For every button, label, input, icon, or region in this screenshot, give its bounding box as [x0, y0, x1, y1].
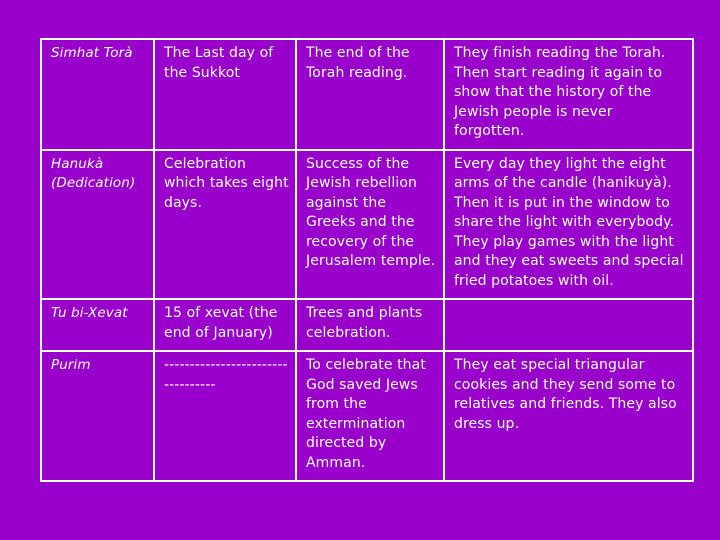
holiday-meaning-cell: Trees and plants celebration.	[296, 299, 444, 351]
holiday-date-cell: Celebration which takes eight days.	[154, 150, 296, 300]
holiday-customs-cell	[444, 299, 693, 351]
holiday-name-cell: Hanukà (Dedication)	[41, 150, 154, 300]
jewish-holidays-table	[40, 38, 694, 482]
holiday-name-cell: Purim	[41, 351, 154, 481]
holiday-meaning-cell: The end of the Torah reading.	[296, 39, 444, 150]
table-row	[41, 150, 693, 300]
table-row	[41, 351, 693, 481]
holiday-meaning-cell: To celebrate that God saved Jews from the extermination directed by Amman.	[296, 351, 444, 481]
holiday-name-cell: Tu bi-Xevat	[41, 299, 154, 351]
holiday-customs-cell: Every day they light the eight arms of the candle (hanikuyà). Then it is put in the window to share the light with everybody. They play games with the light and they eat sweets and special fried potatoes with oil.	[444, 150, 693, 300]
holiday-name-cell: Simhat Torà	[41, 39, 154, 150]
table-row	[41, 39, 693, 150]
holiday-meaning-cell: Success of the Jewish rebellion against the Greeks and the recovery of the Jerusalem temple.	[296, 150, 444, 300]
holiday-date-cell: The Last day of the Sukkot	[154, 39, 296, 150]
holiday-date-cell: 15 of xevat (the end of January)	[154, 299, 296, 351]
table-row	[41, 299, 693, 351]
holiday-date-cell: ----------------------------------	[154, 351, 296, 481]
holiday-customs-cell: They eat special triangular cookies and they send some to relatives and friends. They also dress up.	[444, 351, 693, 481]
holiday-customs-cell: They finish reading the Torah. Then start reading it again to show that the history of the Jewish people is never forgotten.	[444, 39, 693, 150]
